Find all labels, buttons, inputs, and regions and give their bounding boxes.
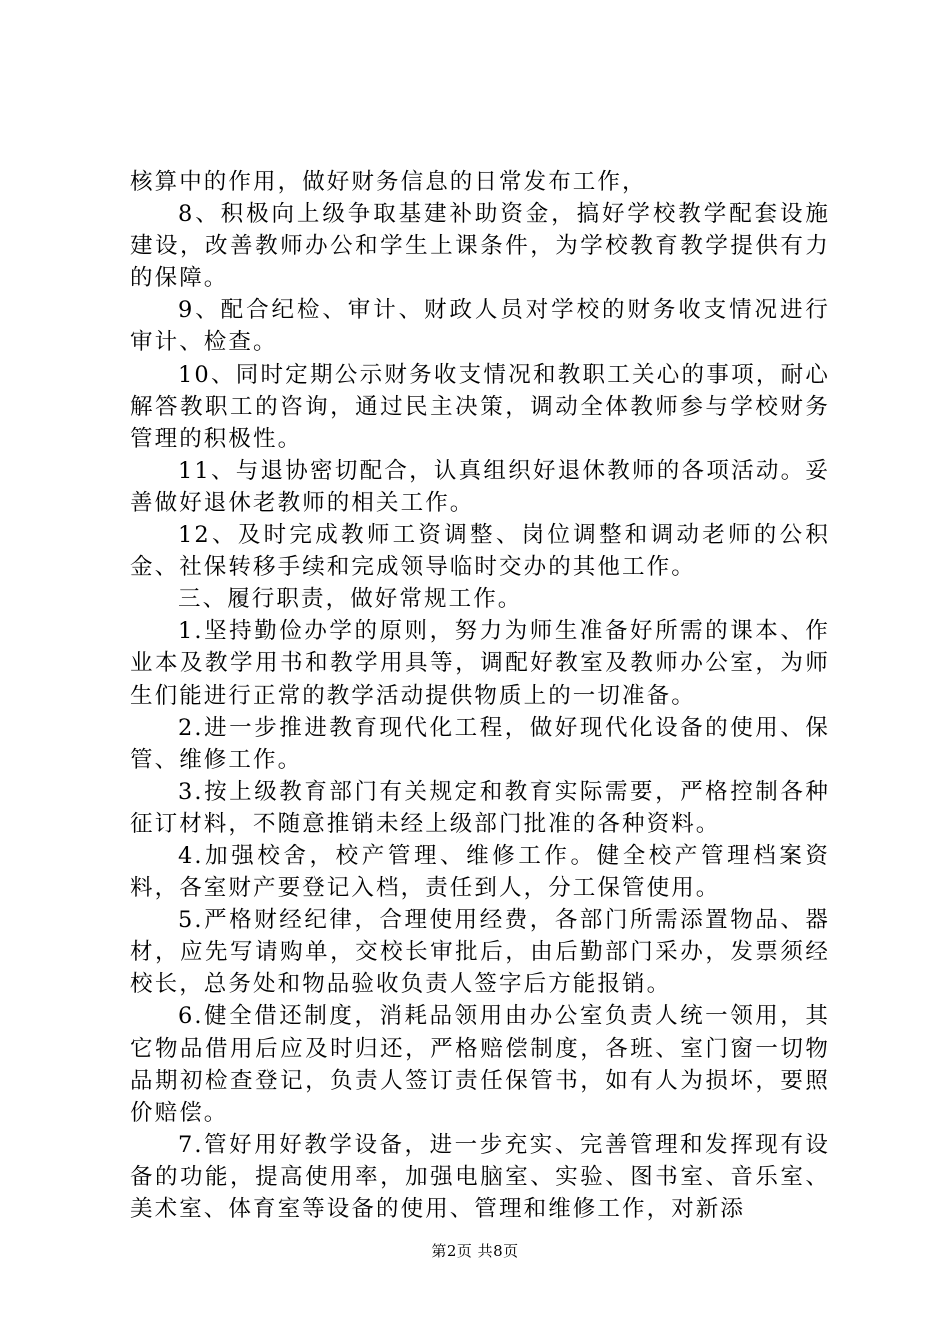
paragraph-12: 6.健全借还制度，消耗品领用由办公室负责人统一领用，其它物品借用后应及时归还，严格赔偿制度，各班、室门窗一切物品期初检查登记，负责人签订责任保管书，如有人为损坏，要照价赔偿。 bbox=[130, 1003, 830, 1126]
paragraph-9: 3.按上级教育部门有关规定和教育实际需要，严格控制各种征订材料，不随意推销未经上级部门批准的各种资料。 bbox=[130, 778, 830, 837]
paragraph-5: 12、及时完成教师工资调整、岗位调整和调动老师的公积金、社保转移手续和完成领导临时交办的其他工作。 bbox=[130, 522, 830, 581]
section-heading: 三、履行职责，做好常规工作。 bbox=[178, 586, 523, 613]
paragraph-7: 1.坚持勤俭办学的原则，努力为师生准备好所需的课本、作业本及教学用书和教学用具等，调配好教室及教师办公室，为师生们能进行正常的教学活动提供物质上的一切准备。 bbox=[130, 618, 830, 709]
paragraph-11: 5.严格财经纪律，合理使用经费，各部门所需添置物品、器材，应先写请购单，交校长审批后，由后勤部门采办，发票须经校长，总务处和物品验收负责人签字后方能报销。 bbox=[130, 907, 830, 998]
paragraph-2: 9、配合纪检、审计、财政人员对学校的财务收支情况进行审计、检查。 bbox=[130, 297, 830, 356]
paragraph-1: 8、积极向上级争取基建补助资金，搞好学校教学配套设施建设，改善教师办公和学生上课条件，为学校教育教学提供有力的保障。 bbox=[130, 201, 830, 292]
page-footer bbox=[0, 1241, 950, 1261]
document-body bbox=[130, 166, 830, 1225]
paragraph-8: 2.进一步推进教育现代化工程，做好现代化设备的使用、保管、维修工作。 bbox=[130, 714, 830, 773]
paragraph-0: 核算中的作用，做好财务信息的日常发布工作， bbox=[130, 169, 647, 195]
paragraph-4: 11、与退协密切配合，认真组织好退休教师的各项活动。妥善做好退休老教师的相关工作。 bbox=[130, 457, 830, 516]
paragraph-10: 4.加强校舍，校产管理、维修工作。健全校产管理档案资料，各室财产要登记入档，责任到人，分工保管使用。 bbox=[130, 842, 830, 902]
page-number-label: 第2页 共8页 bbox=[431, 1242, 519, 1260]
paragraph-13: 7.管好用好教学设备，进一步充实、完善管理和发挥现有设备的功能，提高使用率，加强电脑室、实验、图书室、音乐室、美术室、体育室等设备的使用、管理和维修工作，对新添 bbox=[130, 1131, 830, 1222]
paragraph-3: 10、同时定期公示财务收支情况和教职工关心的事项，耐心解答教职工的咨询，通过民主决策，调动全体教师参与学校财务管理的积极性。 bbox=[130, 361, 830, 452]
